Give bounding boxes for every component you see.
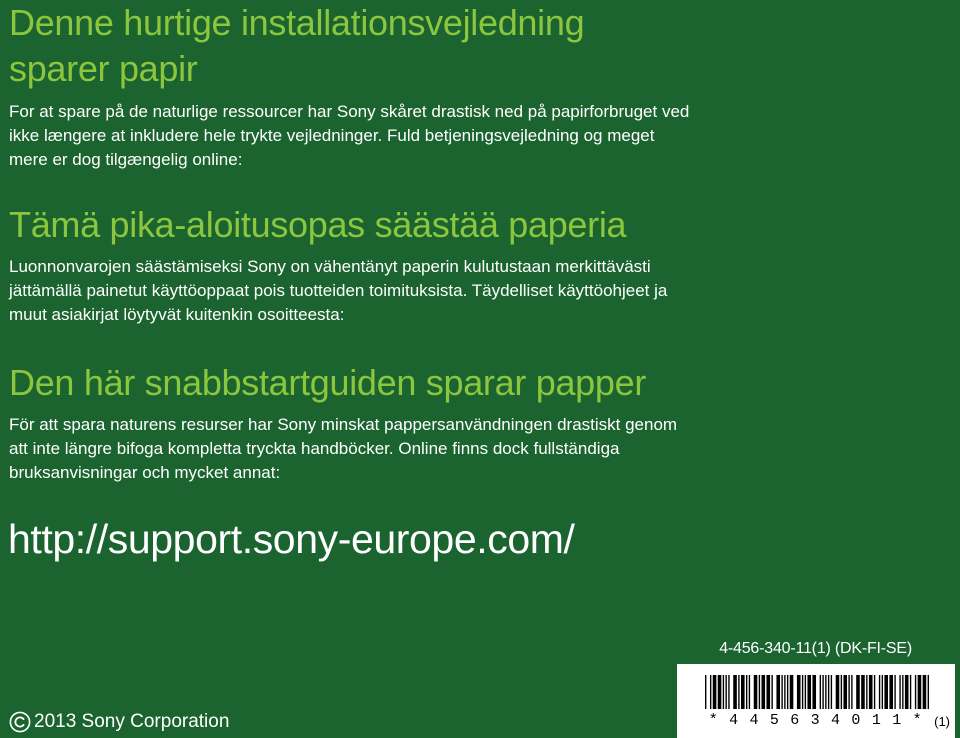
- heading-line: Den här snabbstartguiden sparar papper: [9, 362, 647, 403]
- body-line: ikke længere at inkludere hele trykte vejledninger. Fuld betjeningsvejledning og meget: [9, 126, 655, 145]
- barcode-bar: [725, 675, 726, 709]
- barcode-bar: [874, 675, 875, 709]
- barcode-bar: [738, 675, 739, 709]
- barcode-digit: 4: [749, 712, 759, 729]
- barcode-bar: [825, 675, 826, 709]
- barcode-bar: [828, 675, 829, 709]
- copyright-text: 2013 Sony Corporation: [34, 711, 230, 732]
- part-number: 4-456-340-11(1) (DK-FI-SE): [719, 640, 912, 657]
- body-line: Luonnonvarojen säästämiseksi Sony on vähentänyt paperin kulutustaan merkittävästi: [9, 257, 651, 276]
- heading-line: sparer papir: [9, 48, 198, 89]
- section-body: [9, 413, 949, 485]
- body-line: mere er dog tilgængelig online:: [9, 150, 243, 169]
- body-line: muut asiakirjat löytyvät kuitenkin osoitteesta:: [9, 305, 345, 324]
- support-url-link[interactable]: http://support.sony-europe.com/: [8, 516, 575, 562]
- barcode-bar: [851, 675, 852, 709]
- section-finnish: [9, 202, 949, 327]
- body-line: För att spara naturens resurser har Sony minskat pappersanvändningen drastiskt genom: [9, 415, 678, 434]
- barcode-bar: [831, 675, 832, 709]
- barcode-digits: [703, 711, 927, 731]
- body-line: jättämällä painetut käyttöoppaat pois tuotteiden toimituksista. Täydelliset käyttöohjeet ja: [9, 281, 668, 300]
- barcode-bar: [820, 675, 821, 709]
- section-body: [9, 255, 949, 327]
- barcode-suffix: (1): [934, 714, 950, 729]
- barcode-digit: 5: [769, 712, 779, 729]
- barcode-bar: [790, 675, 794, 709]
- barcode-bar: [771, 675, 772, 709]
- section-heading: [9, 360, 949, 406]
- barcode-bar: [710, 675, 711, 709]
- barcode-bar: [866, 675, 867, 709]
- copyright-icon: [9, 711, 31, 733]
- barcode-bar: [843, 675, 847, 709]
- barcode-bar: [884, 675, 888, 709]
- barcode-bar: [812, 675, 816, 709]
- barcode-digit: 1: [892, 712, 902, 729]
- barcode-bar: [802, 675, 803, 709]
- barcode-bar: [902, 675, 903, 709]
- barcode-bar: [723, 675, 724, 709]
- barcode-digit: *: [708, 712, 718, 729]
- barcode-bar: [861, 675, 865, 709]
- barcode-bar: [776, 675, 780, 709]
- section-swedish: [9, 360, 949, 485]
- heading-line: Denne hurtige installationsvejledning: [9, 2, 585, 43]
- barcode-bar: [822, 675, 823, 709]
- barcode-digit: 1: [871, 712, 881, 729]
- barcode-bar: [848, 675, 849, 709]
- barcode-bar: [915, 675, 916, 709]
- barcode-bar: [879, 675, 880, 709]
- barcode-bar: [869, 675, 873, 709]
- barcode-bar: [797, 675, 801, 709]
- barcode-bar: [807, 675, 811, 709]
- copyright-notice: [9, 709, 229, 735]
- barcode-bar: [754, 675, 758, 709]
- section-heading: [9, 202, 949, 248]
- barcode-bar: [805, 675, 806, 709]
- barcode-bars: [705, 675, 929, 709]
- body-line: bruksanvisningar och mycket annat:: [9, 463, 281, 482]
- barcode-digit: 4: [831, 712, 841, 729]
- barcode-bar: [836, 675, 840, 709]
- barcode-bar: [741, 675, 745, 709]
- barcode-bar: [894, 675, 895, 709]
- barcode-bar: [910, 675, 911, 709]
- barcode-bar: [766, 675, 770, 709]
- barcode-bar: [899, 675, 900, 709]
- body-line: att inte längre bifoga kompletta tryckta handböcker. Online finns dock fullständiga: [9, 439, 620, 458]
- barcode-digit: 6: [790, 712, 800, 729]
- barcode-bar: [728, 675, 729, 709]
- barcode-digit: *: [912, 712, 922, 729]
- barcode-bar: [923, 675, 927, 709]
- barcode-bar: [787, 675, 788, 709]
- barcode-bar: [705, 675, 706, 709]
- heading-line: Tämä pika-aloitusopas säästää paperia: [9, 204, 627, 245]
- barcode-bar: [784, 675, 785, 709]
- barcode-digit: 3: [810, 712, 820, 729]
- barcode-bar: [905, 675, 909, 709]
- barcode-bar: [918, 675, 922, 709]
- body-line: For at spare på de naturlige ressourcer har Sony skåret drastisk ned på papirforbruget ved: [9, 102, 690, 121]
- barcode-bar: [746, 675, 747, 709]
- barcode-bar: [781, 675, 782, 709]
- barcode-bar: [759, 675, 760, 709]
- section-heading: [9, 0, 949, 92]
- barcode-bar: [761, 675, 765, 709]
- barcode-bar: [733, 675, 737, 709]
- barcode-bar: [882, 675, 883, 709]
- barcode-digit: 4: [729, 712, 739, 729]
- barcode-bar: [841, 675, 842, 709]
- barcode-bar: [713, 675, 717, 709]
- barcode-bar: [749, 675, 750, 709]
- section-danish: [9, 0, 949, 172]
- barcode-bar: [889, 675, 893, 709]
- barcode-bar: [856, 675, 860, 709]
- barcode-bar: [928, 675, 929, 709]
- barcode-digit: 0: [851, 712, 861, 729]
- section-body: [9, 100, 949, 172]
- barcode-label: [677, 664, 955, 738]
- barcode-bar: [718, 675, 722, 709]
